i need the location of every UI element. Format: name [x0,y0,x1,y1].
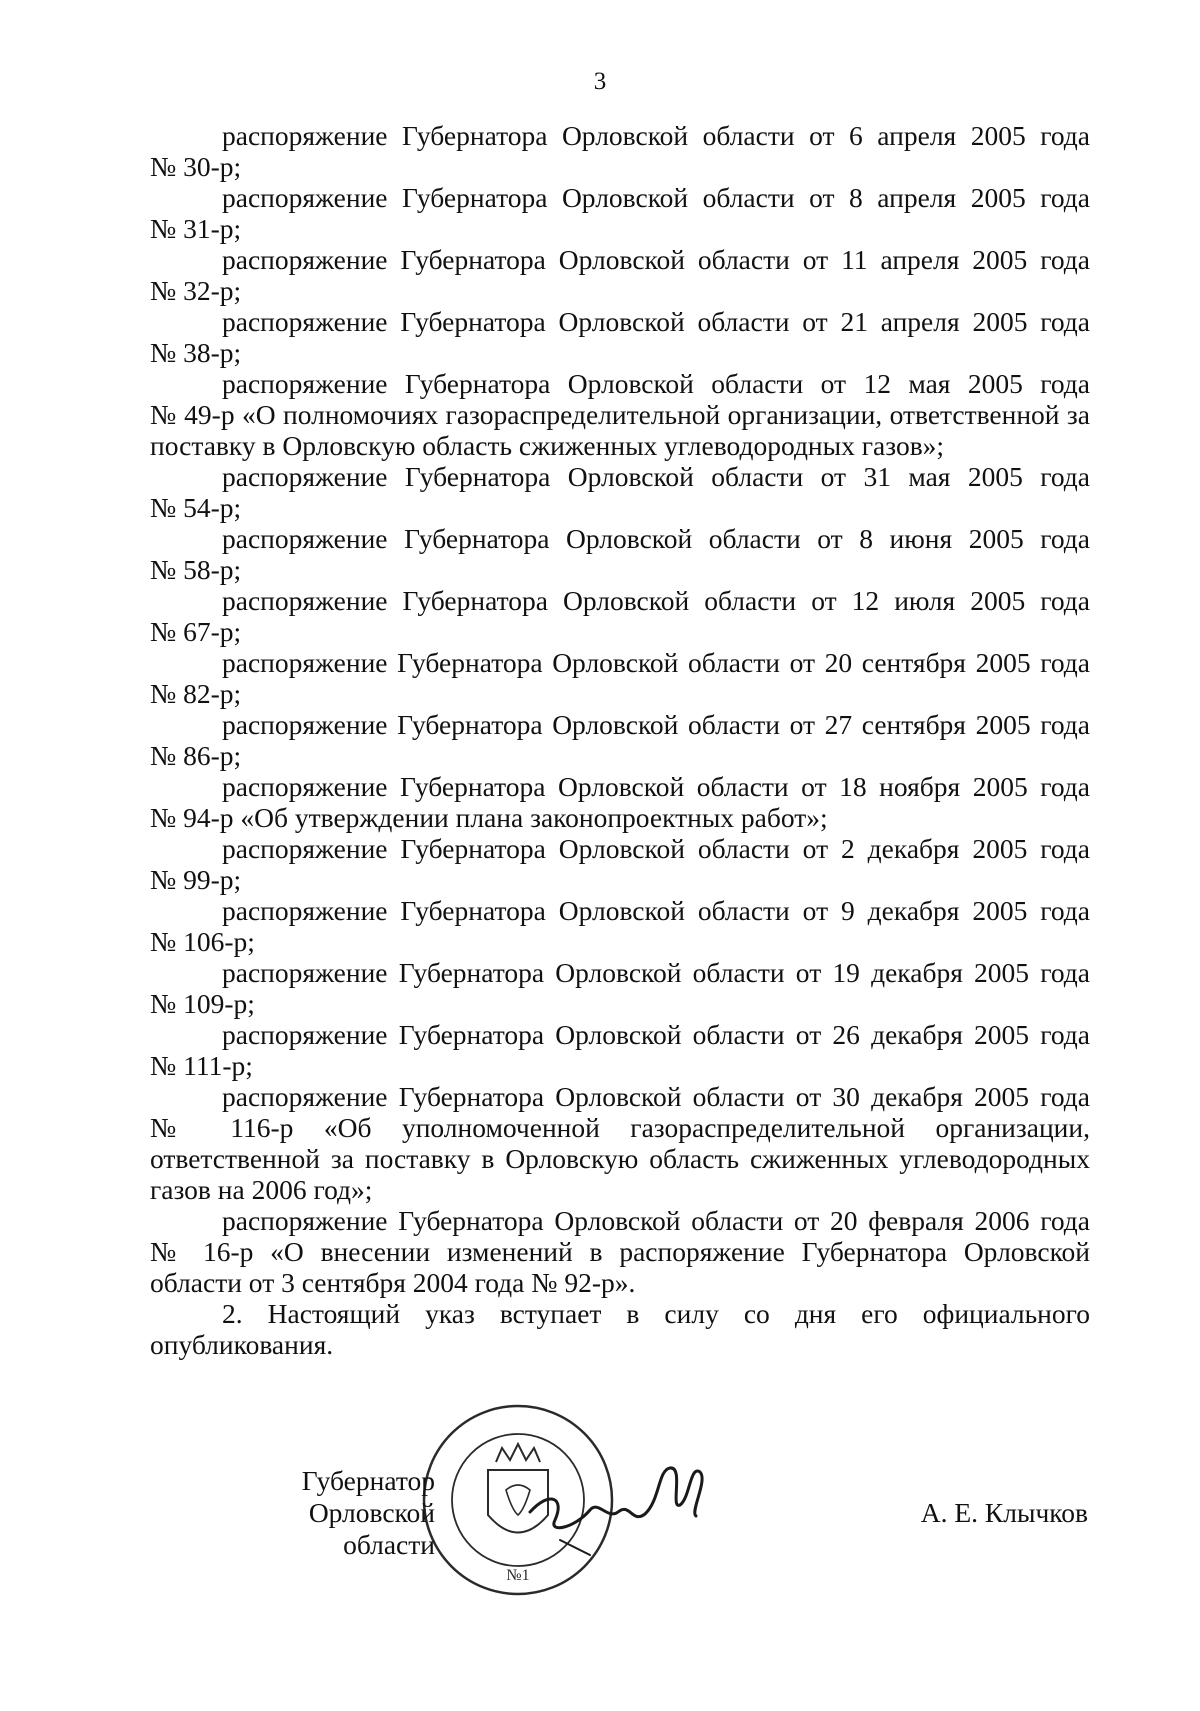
order-item-heading: распоряжение Губернатора Орловской области от 20 февраля 2006 года [222,1205,1090,1236]
order-item-number: № 30-р; [150,151,242,182]
order-item-number: № 106-р; [150,926,255,957]
order-item [150,120,1090,182]
order-item-heading: распоряжение Губернатора Орловской области от 12 мая 2005 года [222,368,1090,399]
page-number: 3 [593,68,607,95]
order-item-heading: распоряжение Губернатора Орловской области от 9 декабря 2005 года [222,895,1090,926]
order-item-heading: распоряжение Губернатора Орловской области от 31 мая 2005 года [222,461,1090,492]
order-item [150,182,1090,244]
document-body [150,120,1090,1360]
order-item [150,647,1090,709]
order-item [150,833,1090,895]
order-item [150,585,1090,647]
order-item [150,957,1090,1019]
order-item-number: № 31-р; [150,213,242,244]
order-item-heading: распоряжение Губернатора Орловской области от 20 сентября 2005 года [222,647,1090,678]
order-item [150,306,1090,368]
order-item-number: № 82-р; [150,678,242,709]
order-item-heading: распоряжение Губернатора Орловской области от 30 декабря 2005 года [222,1081,1090,1112]
order-item-number: № 109-р; [150,988,255,1019]
order-item-heading: распоряжение Губернатора Орловской области от 8 июня 2005 года [222,523,1090,554]
order-item [150,771,1090,833]
order-item-number: № 49-р «О полномочиях газораспределительной организации, ответственной за поставку в Орловскую область сжиженных углеводородных газов»; [150,399,1090,461]
order-item-heading: распоряжение Губернатора Орловской области от 11 апреля 2005 года [222,244,1090,275]
order-item [150,461,1090,523]
order-item-heading: распоряжение Губернатора Орловской области от 18 ноября 2005 года [222,771,1090,802]
order-item [150,1019,1090,1081]
order-item-number: № 32-р; [150,275,242,306]
order-item-heading: распоряжение Губернатора Орловской области от 26 декабря 2005 года [222,1019,1090,1050]
order-item-number: № 67-р; [150,616,242,647]
order-item-number: № 111-р; [150,1050,253,1081]
order-item-heading: распоряжение Губернатора Орловской области от 27 сентября 2005 года [222,709,1090,740]
clause-2: 2. Настоящий указ вступает в силу со дня его официального опубликования. [150,1298,1090,1360]
order-item-number: № 94-р «Об утверждении плана законопроектных работ»; [150,802,828,833]
order-item-heading: распоряжение Губернатора Орловской области от 19 декабря 2005 года [222,957,1090,988]
order-item [150,709,1090,771]
order-item-heading: распоряжение Губернатора Орловской области от 21 апреля 2005 года [222,306,1090,337]
order-item-heading: распоряжение Губернатора Орловской области от 8 апреля 2005 года [222,182,1090,213]
order-item-number: № 58-р; [150,554,242,585]
order-item [150,1205,1090,1298]
order-item-heading: распоряжение Губернатора Орловской области от 2 декабря 2005 года [222,833,1090,864]
order-item-number: № 86-р; [150,740,242,771]
order-item [150,1081,1090,1205]
svg-text:№1: №1 [506,1567,530,1584]
signatory-title [235,1465,435,1561]
order-item-heading: распоряжение Губернатора Орловской области от 6 апреля 2005 года [222,120,1090,151]
signatory-title-line2: Орловской области [308,1497,435,1560]
order-item-number: № 38-р; [150,337,242,368]
order-item [150,368,1090,461]
signatory-title-line1: Губернатор [301,1465,435,1496]
handwritten-signature [520,1450,710,1560]
order-item-number: № 54-р; [150,492,242,523]
signature-block [0,1440,1200,1670]
order-item-number: № 99-р; [150,864,242,895]
order-item-heading: распоряжение Губернатора Орловской области от 12 июля 2005 года [222,585,1090,616]
signatory-name: А. Е. Клычков [920,1497,1088,1528]
order-item [150,895,1090,957]
order-item [150,244,1090,306]
order-item [150,523,1090,585]
order-item-number: № 116-р «Об уполномоченной газораспределительной организации, ответственной за поставку в Орловскую область сжиженных углеводородных газов на 2006 год»; [150,1112,1090,1205]
order-item-number: № 16-р «О внесении изменений в распоряжение Губернатора Орловской области от 3 сентября 2004 года № 92-р». [150,1236,1090,1298]
